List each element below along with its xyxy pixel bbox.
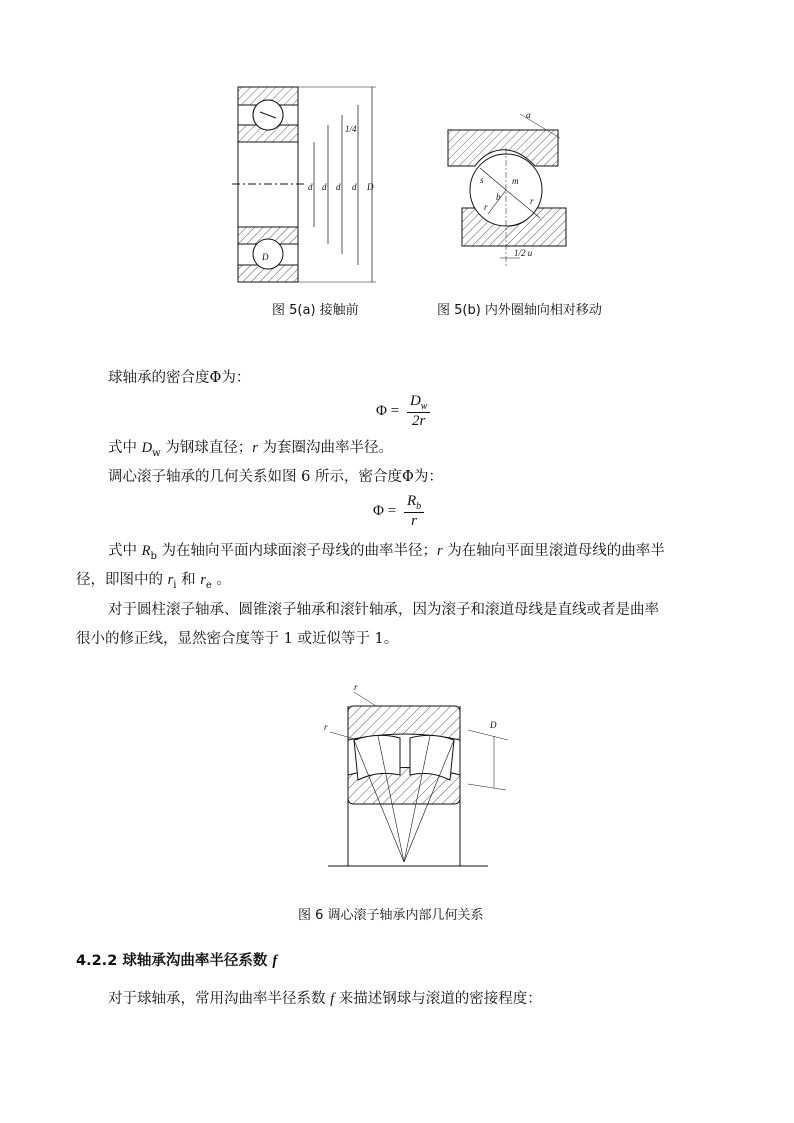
text: 为在轴向平面里滚道母线的曲率半	[442, 543, 665, 559]
variable-re: r	[200, 572, 206, 588]
variable-r: r	[252, 440, 258, 456]
variable-f: f	[272, 953, 278, 969]
text: 为套圈沟曲率半径。	[257, 440, 394, 456]
svg-text:1/4: 1/4	[345, 124, 357, 134]
svg-text:D: D	[367, 182, 374, 192]
text: 和	[176, 572, 201, 588]
variable-ri: r	[167, 572, 174, 588]
equation-lhs: Φ =	[373, 502, 397, 519]
svg-text:D: D	[490, 720, 497, 730]
svg-text:d: d	[336, 182, 341, 192]
heading-text: 4.2.2 球轴承沟曲率半径系数	[76, 953, 273, 969]
equation-ball-conformity	[376, 393, 430, 430]
eq1-numerator-sub: w	[420, 401, 428, 412]
text: 径，即图中的	[76, 572, 168, 588]
text: 式中	[108, 440, 142, 456]
figure-5a-caption: 图 5(a) 接触前	[272, 303, 359, 318]
subscript: b	[150, 550, 157, 562]
eq2-numerator: R	[406, 493, 417, 509]
text: 为钢球直径；	[160, 440, 253, 456]
subscript: e	[205, 579, 212, 591]
svg-text:1/2 u: 1/2 u	[514, 248, 533, 258]
text: 式中	[108, 543, 142, 559]
paragraph-ri-re	[76, 566, 231, 600]
paragraph-conformity-one: 很小的修正线，显然密合度等于 1 或近似等于 1。	[76, 631, 399, 647]
text: 为在轴向平面内球面滚子母线的曲率半径；	[156, 543, 437, 559]
svg-text:α: α	[526, 110, 531, 120]
paragraph-groove-radius-coefficient	[108, 985, 542, 1014]
figure-5b-caption: 图 5(b) 内外圈轴向相对移动	[437, 303, 602, 318]
paragraph-cylindrical-roller: 对于圆柱滚子轴承、圆锥滚子轴承和滚针轴承，因为滚子和滚道母线是直线或者是曲率	[108, 602, 659, 618]
equation-lhs: Φ =	[376, 402, 400, 419]
section-heading-4-2-2	[76, 949, 277, 970]
eq2-numerator-sub: b	[416, 501, 422, 512]
variable-D: D	[141, 440, 153, 456]
svg-text:s: s	[480, 175, 484, 185]
text: 。	[211, 572, 231, 588]
svg-text:r: r	[484, 202, 488, 212]
figure-5b-relative-movement	[440, 108, 575, 273]
svg-text:b: b	[496, 192, 501, 202]
svg-text:d: d	[352, 182, 357, 192]
text: 对于球轴承，常用沟曲率半径系数	[108, 991, 331, 1007]
variable-f: f	[330, 991, 335, 1007]
eq2-denominator: r	[411, 513, 417, 529]
svg-text:d: d	[308, 182, 313, 192]
eq1-denominator: 2r	[412, 413, 426, 429]
figure-6-caption: 图 6 调心滚子轴承内部几何关系	[298, 908, 484, 923]
svg-text:m: m	[512, 176, 519, 186]
subscript: w	[152, 447, 161, 459]
paragraph-spherical-roller: 调心滚子轴承的几何关系如图 6 所示，密合度Φ为：	[108, 469, 443, 485]
svg-text:r: r	[354, 682, 358, 692]
eq1-numerator: D	[409, 393, 421, 409]
variable-R: R	[141, 543, 151, 559]
text: 来描述钢球与滚道的密接程度：	[334, 991, 542, 1007]
paragraph-conformity-ball: 球轴承的密合度Φ为：	[108, 370, 251, 386]
equation-roller-conformity	[373, 493, 424, 530]
svg-text:r: r	[530, 196, 534, 206]
subscript: i	[173, 579, 177, 591]
figure-5a-bearing-section	[230, 82, 390, 292]
svg-text:d: d	[322, 182, 327, 192]
svg-text:D: D	[262, 252, 269, 262]
figure-6-spherical-roller-geometry	[318, 680, 518, 870]
svg-text:r: r	[324, 722, 328, 732]
variable-r: r	[436, 543, 443, 559]
